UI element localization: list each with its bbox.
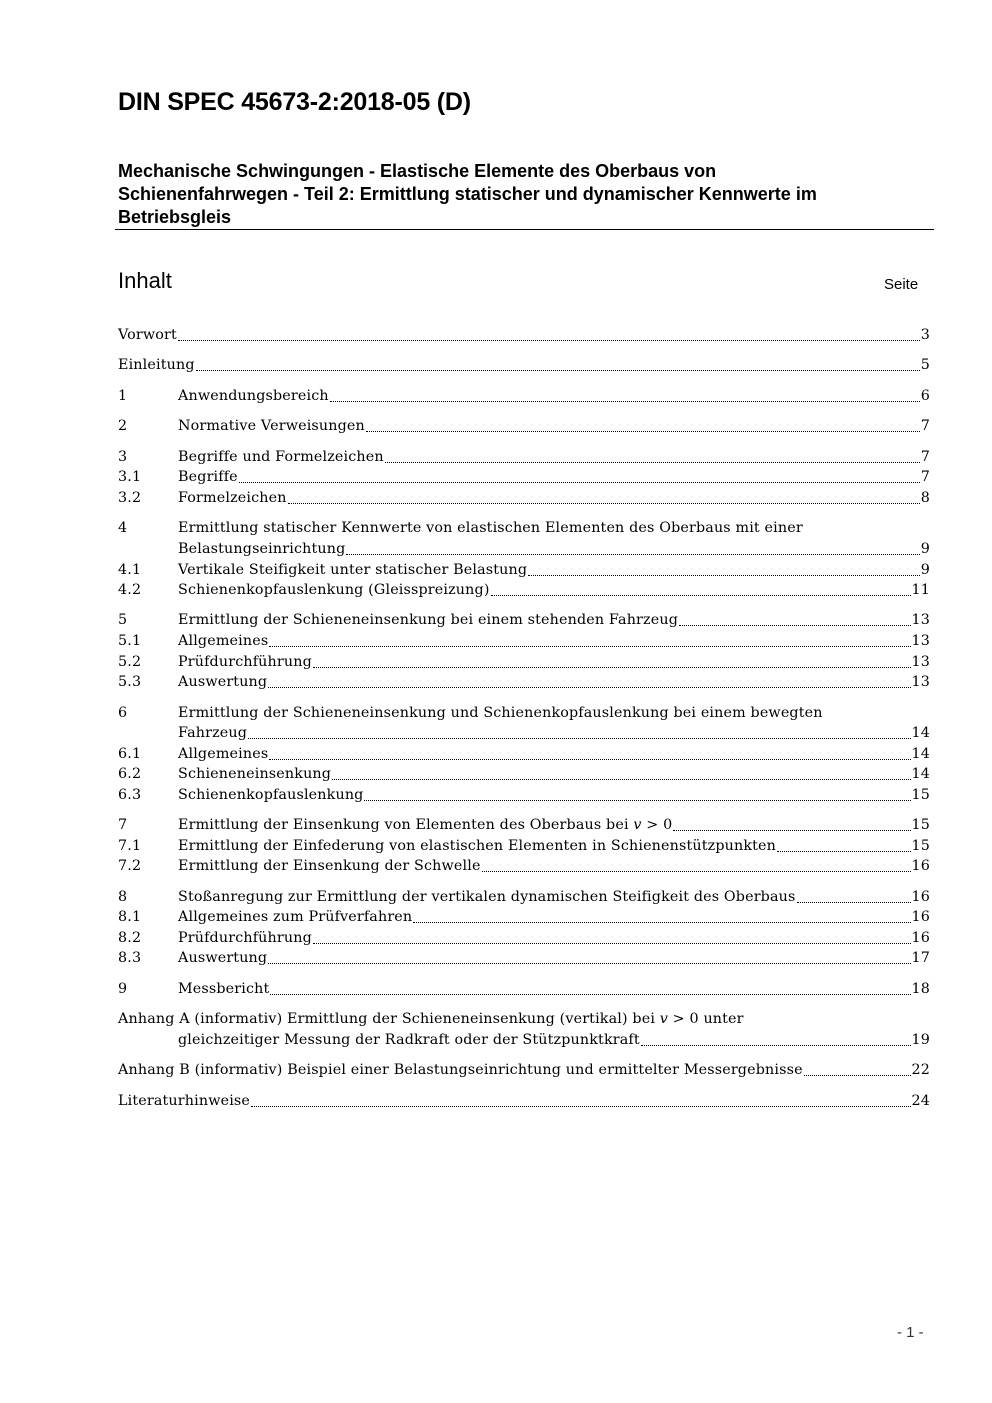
toc-entry-page: 18 — [911, 981, 930, 997]
dot-leader — [804, 1074, 911, 1076]
subtitle-line: Betriebsgleis — [118, 207, 232, 227]
toc-entry-page: 5 — [920, 357, 930, 373]
toc-entry-page: 7 — [920, 469, 930, 485]
document-id-title: DIN SPEC 45673-2:2018-05 (D) — [118, 88, 471, 116]
toc-entry-title: Einleitung — [118, 357, 195, 373]
toc-entry-title: Schieneneinsenkung — [178, 766, 332, 782]
toc-entry-page: 6 — [920, 388, 930, 404]
toc-entry-number: 4.1 — [118, 562, 142, 578]
toc-entry-title: Schienenkopfauslenkung (Gleisspreizung) — [178, 582, 490, 598]
toc-entry-page: 13 — [911, 654, 930, 670]
toc-entry-page: 8 — [920, 490, 930, 506]
dot-leader — [251, 1105, 910, 1107]
toc-entry-page: 13 — [911, 612, 930, 628]
toc-entry-title-line1: Anhang A (informativ) Ermittlung der Schieneneinsenkung (vertikal) bei 𝑣 > 0 unter — [118, 1011, 744, 1027]
toc-entry-number: 6.2 — [118, 766, 142, 782]
toc-entry-page: 16 — [911, 858, 930, 874]
toc-entry-title: Vertikale Steifigkeit unter statischer Belastung — [178, 562, 528, 578]
toc-entry-title-line2: Fahrzeug — [178, 725, 248, 741]
toc-entry-page: 16 — [911, 930, 930, 946]
toc-entry-title: Ermittlung der Einsenkung der Schwelle — [178, 858, 481, 874]
toc-entry-number: 2 — [118, 418, 128, 434]
dot-leader — [332, 778, 910, 780]
toc-entry-page: 7 — [920, 449, 930, 465]
toc-entry-title: Ermittlung der Einfederung von elastischen Elementen in Schienenstützpunkten — [178, 838, 777, 854]
dot-leader — [673, 829, 910, 831]
dot-leader — [528, 574, 920, 576]
toc-entry-number: 6 — [118, 705, 128, 721]
dot-leader — [313, 666, 911, 668]
toc-entry-number: 5.2 — [118, 654, 142, 670]
toc-entry-page: 22 — [911, 1062, 930, 1078]
toc-entry-title: Auswertung — [178, 950, 268, 966]
toc-entry-page: 19 — [911, 1032, 930, 1048]
dot-leader — [797, 901, 911, 903]
page-number: - 1 - — [897, 1324, 924, 1341]
toc-entry-page: 13 — [911, 674, 930, 690]
dot-leader — [364, 799, 910, 801]
toc-entry-number: 6.3 — [118, 787, 142, 803]
toc-entry-page: 15 — [911, 817, 930, 833]
toc-entry-title-line2: Belastungseinrichtung — [178, 541, 346, 557]
dot-leader — [288, 502, 920, 504]
toc-entry-page: 7 — [920, 418, 930, 434]
toc-entry-title: Messbericht — [178, 981, 270, 997]
dot-leader — [679, 624, 911, 626]
toc-entry-number: 4.2 — [118, 582, 142, 598]
document-subtitle — [118, 160, 918, 229]
toc-entry-page: 3 — [920, 327, 930, 343]
toc-entry-page: 9 — [920, 562, 930, 578]
toc-heading: Inhalt — [118, 268, 172, 293]
toc-entry-page: 9 — [920, 541, 930, 557]
toc-entry-title: Vorwort — [118, 327, 177, 343]
toc-entry-number: 8.2 — [118, 930, 142, 946]
toc-entry-number: 8.1 — [118, 909, 142, 925]
toc-entry-title: Schienenkopfauslenkung — [178, 787, 364, 803]
subtitle-line: Schienenfahrwegen - Teil 2: Ermittlung statischer und dynamischer Kennwerte im — [118, 184, 817, 204]
toc-entry-page: 16 — [911, 909, 930, 925]
toc-entry-title: Normative Verweisungen — [178, 418, 365, 434]
toc-entry-page: 14 — [911, 746, 930, 762]
dot-leader — [641, 1044, 911, 1046]
dot-leader — [482, 870, 911, 872]
toc-entry-number: 7.2 — [118, 858, 142, 874]
dot-leader — [270, 993, 910, 995]
toc-entry-number: 6.1 — [118, 746, 142, 762]
toc-entry-page: 13 — [911, 633, 930, 649]
toc-entry-title: Stoßanregung zur Ermittlung der vertikalen dynamischen Steifigkeit des Oberbaus — [178, 889, 796, 905]
dot-leader — [330, 400, 920, 402]
toc-entry-title: Ermittlung der Einsenkung von Elementen des Oberbaus bei 𝑣 > 0 — [178, 817, 673, 833]
toc-entry-number: 3.1 — [118, 469, 142, 485]
toc-entry-title: Ermittlung der Schieneneinsenkung bei einem stehenden Fahrzeug — [178, 612, 678, 628]
toc-entry-number: 5 — [118, 612, 128, 628]
toc-entry-number: 8.3 — [118, 950, 142, 966]
dot-leader — [268, 686, 910, 688]
toc-entry-page: 15 — [911, 787, 930, 803]
toc-entry-page: 11 — [911, 582, 930, 598]
toc-entry-title: Begriffe und Formelzeichen — [178, 449, 384, 465]
toc-entry-title-line1: Ermittlung statischer Kennwerte von elastischen Elementen des Oberbaus mit einer — [178, 520, 803, 536]
toc-entry-page: 16 — [911, 889, 930, 905]
dot-leader — [178, 339, 920, 341]
toc-entry-title: Prüfdurchführung — [178, 930, 312, 946]
toc-entry-number: 8 — [118, 889, 128, 905]
toc-entry-title: Formelzeichen — [178, 490, 287, 506]
toc-entry-number: 5.3 — [118, 674, 142, 690]
dot-leader — [239, 481, 920, 483]
dot-leader — [491, 594, 911, 596]
toc-entry-title: Allgemeines — [178, 746, 269, 762]
toc-entry-page: 17 — [911, 950, 930, 966]
header-divider — [115, 229, 934, 230]
toc-entry-page: 15 — [911, 838, 930, 854]
toc-entry-number: 7.1 — [118, 838, 142, 854]
dot-leader — [385, 461, 920, 463]
toc-entry-page: 14 — [911, 766, 930, 782]
dot-leader — [269, 645, 910, 647]
toc-entry-page: 14 — [911, 725, 930, 741]
toc-entry-title: Allgemeines zum Prüfverfahren — [178, 909, 413, 925]
toc-entry-title: Literaturhinweise — [118, 1093, 251, 1109]
toc-entry-number: 3 — [118, 449, 128, 465]
toc-entry-title: Prüfdurchführung — [178, 654, 312, 670]
dot-leader — [777, 850, 910, 852]
toc-entry-number: 4 — [118, 520, 128, 536]
dot-leader — [269, 758, 910, 760]
toc-entry-title: Anwendungsbereich — [178, 388, 329, 404]
toc-page-column-label: Seite — [884, 276, 919, 293]
toc-entry-number: 9 — [118, 981, 128, 997]
dot-leader — [196, 369, 920, 371]
toc-entry-number: 3.2 — [118, 490, 142, 506]
subtitle-line: Mechanische Schwingungen - Elastische Elemente des Oberbaus von — [118, 161, 717, 181]
toc-entry-number: 1 — [118, 388, 128, 404]
toc-entry-page: 24 — [911, 1093, 930, 1109]
dot-leader — [313, 942, 911, 944]
toc-entry-title: Begriffe — [178, 469, 238, 485]
toc-entry-title-line1: Ermittlung der Schieneneinsenkung und Schienenkopfauslenkung bei einem bewegten — [178, 705, 823, 721]
toc-entry-number: 5.1 — [118, 633, 142, 649]
dot-leader — [413, 921, 910, 923]
toc-entry-title: Allgemeines — [178, 633, 269, 649]
dot-leader — [248, 737, 910, 739]
toc-entry-number: 7 — [118, 817, 128, 833]
dot-leader — [346, 553, 919, 555]
toc-entry-title: Auswertung — [178, 674, 268, 690]
dot-leader — [366, 430, 920, 432]
toc-entry-title-line2: gleichzeitiger Messung der Radkraft oder der Stützpunktkraft — [178, 1032, 640, 1048]
dot-leader — [268, 962, 910, 964]
toc-entry-title: Anhang B (informativ) Beispiel einer Belastungseinrichtung und ermittelter Messergebnisse — [118, 1062, 803, 1078]
